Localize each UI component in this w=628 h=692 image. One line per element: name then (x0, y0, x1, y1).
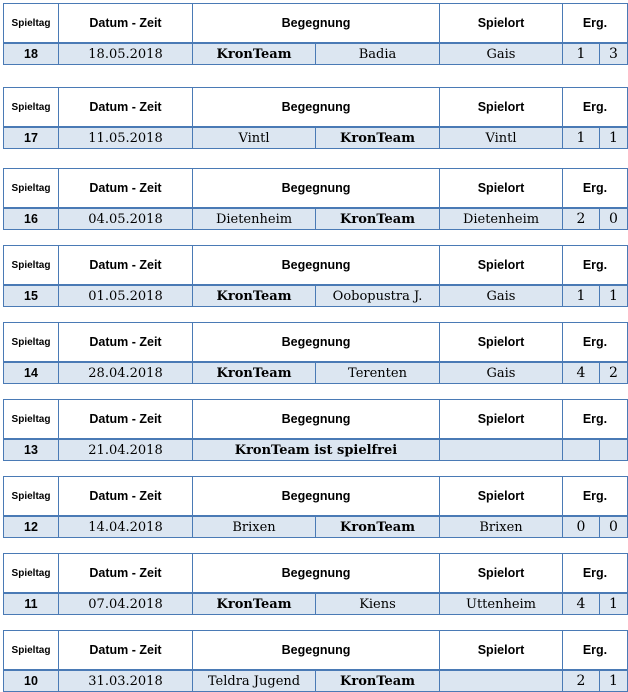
ergebnis-header: Erg. (563, 477, 628, 517)
match-row (4, 670, 628, 692)
home-team: KronTeam (193, 593, 316, 615)
match-date: 18.05.2018 (59, 43, 193, 65)
match-table (3, 168, 628, 230)
tore-away: 0 (600, 208, 628, 230)
header-row (4, 554, 628, 594)
match-date: 11.05.2018 (59, 127, 193, 149)
tore-home: 4 (563, 593, 600, 615)
match-row (4, 285, 628, 307)
spielort: Brixen (440, 516, 563, 538)
header-row (4, 88, 628, 128)
spielort: Uttenheim (440, 593, 563, 615)
away-team: Oobopustra J. (316, 285, 440, 307)
datum-header: Datum - Zeit (59, 631, 193, 671)
match-date: 21.04.2018 (59, 439, 193, 461)
spielort-header: Spielort (440, 169, 563, 209)
spieltag-number: 18 (4, 43, 59, 65)
tore-home: 4 (563, 362, 600, 384)
spieltag-number: 11 (4, 593, 59, 615)
spielort (440, 670, 563, 692)
away-team: KronTeam (316, 670, 440, 692)
away-team: Kiens (316, 593, 440, 615)
match-block (3, 322, 618, 384)
begegnung-header: Begegnung (193, 4, 440, 44)
begegnung-header: Begegnung (193, 169, 440, 209)
match-block (3, 245, 618, 307)
away-team: KronTeam (316, 516, 440, 538)
match-block (3, 3, 618, 65)
spieltag-header: Spieltag (4, 323, 59, 363)
begegnung-header: Begegnung (193, 246, 440, 286)
away-team: KronTeam (316, 208, 440, 230)
home-team: Dietenheim (193, 208, 316, 230)
spieltag-number: 10 (4, 670, 59, 692)
spielort-header: Spielort (440, 554, 563, 594)
datum-header: Datum - Zeit (59, 323, 193, 363)
spieltag-number: 15 (4, 285, 59, 307)
spieltag-header: Spieltag (4, 400, 59, 440)
match-row (4, 362, 628, 384)
datum-header: Datum - Zeit (59, 246, 193, 286)
home-team: KronTeam (193, 43, 316, 65)
away-team: Terenten (316, 362, 440, 384)
match-table (3, 87, 628, 149)
match-row (4, 516, 628, 538)
tore-away: 1 (600, 670, 628, 692)
ergebnis-header: Erg. (563, 631, 628, 671)
ergebnis-header: Erg. (563, 323, 628, 363)
begegnung-header: Begegnung (193, 554, 440, 594)
spielort: Gais (440, 362, 563, 384)
tore-home: 1 (563, 43, 600, 65)
match-table (3, 399, 628, 461)
spieltag-number: 14 (4, 362, 59, 384)
spieltag-header: Spieltag (4, 246, 59, 286)
tore-away: 0 (600, 516, 628, 538)
match-date: 01.05.2018 (59, 285, 193, 307)
match-table (3, 245, 628, 307)
tore-away (600, 439, 628, 461)
header-row (4, 4, 628, 44)
spielfrei-note: KronTeam ist spielfrei (193, 439, 440, 461)
home-team: Teldra Jugend (193, 670, 316, 692)
match-table (3, 322, 628, 384)
header-row (4, 400, 628, 440)
ergebnis-header: Erg. (563, 88, 628, 128)
ergebnis-header: Erg. (563, 246, 628, 286)
match-date: 04.05.2018 (59, 208, 193, 230)
tore-away: 1 (600, 285, 628, 307)
header-row (4, 323, 628, 363)
spielort-header: Spielort (440, 631, 563, 671)
match-row (4, 208, 628, 230)
header-row (4, 246, 628, 286)
match-table (3, 3, 628, 65)
spielort-header: Spielort (440, 477, 563, 517)
away-team: KronTeam (316, 127, 440, 149)
spielort-header: Spielort (440, 246, 563, 286)
spieltag-number: 16 (4, 208, 59, 230)
match-table (3, 476, 628, 538)
header-row (4, 477, 628, 517)
tore-away: 1 (600, 593, 628, 615)
match-block (3, 630, 618, 692)
tore-away: 1 (600, 127, 628, 149)
spieltag-header: Spieltag (4, 477, 59, 517)
spieltag-number: 12 (4, 516, 59, 538)
tore-home: 0 (563, 516, 600, 538)
spielort-header: Spielort (440, 323, 563, 363)
match-block (3, 476, 618, 538)
match-date: 28.04.2018 (59, 362, 193, 384)
match-block (3, 168, 618, 230)
ergebnis-header: Erg. (563, 554, 628, 594)
match-row (4, 43, 628, 65)
spieltag-number: 17 (4, 127, 59, 149)
tore-home: 1 (563, 127, 600, 149)
begegnung-header: Begegnung (193, 88, 440, 128)
spielort: Vintl (440, 127, 563, 149)
ergebnis-header: Erg. (563, 169, 628, 209)
tore-home: 2 (563, 208, 600, 230)
datum-header: Datum - Zeit (59, 4, 193, 44)
spielort: Gais (440, 43, 563, 65)
home-team: Brixen (193, 516, 316, 538)
begegnung-header: Begegnung (193, 400, 440, 440)
match-row (4, 439, 628, 461)
match-table (3, 553, 628, 615)
ergebnis-header: Erg. (563, 4, 628, 44)
match-block (3, 553, 618, 615)
spieltag-header: Spieltag (4, 554, 59, 594)
match-row (4, 593, 628, 615)
tore-home (563, 439, 600, 461)
begegnung-header: Begegnung (193, 477, 440, 517)
ergebnis-header: Erg. (563, 400, 628, 440)
match-date: 07.04.2018 (59, 593, 193, 615)
datum-header: Datum - Zeit (59, 169, 193, 209)
spielort-header: Spielort (440, 4, 563, 44)
tore-away: 3 (600, 43, 628, 65)
spielort: Gais (440, 285, 563, 307)
header-row (4, 631, 628, 671)
datum-header: Datum - Zeit (59, 554, 193, 594)
datum-header: Datum - Zeit (59, 400, 193, 440)
match-date: 31.03.2018 (59, 670, 193, 692)
tore-home: 1 (563, 285, 600, 307)
match-date: 14.04.2018 (59, 516, 193, 538)
datum-header: Datum - Zeit (59, 477, 193, 517)
spieltag-header: Spieltag (4, 631, 59, 671)
home-team: KronTeam (193, 285, 316, 307)
match-row (4, 127, 628, 149)
spieltag-number: 13 (4, 439, 59, 461)
home-team: Vintl (193, 127, 316, 149)
spielort: Dietenheim (440, 208, 563, 230)
match-table (3, 630, 628, 692)
begegnung-header: Begegnung (193, 323, 440, 363)
spielort-header: Spielort (440, 400, 563, 440)
tore-home: 2 (563, 670, 600, 692)
tore-away: 2 (600, 362, 628, 384)
spieltag-header: Spieltag (4, 169, 59, 209)
begegnung-header: Begegnung (193, 631, 440, 671)
datum-header: Datum - Zeit (59, 88, 193, 128)
match-block (3, 87, 618, 149)
spielort-header: Spielort (440, 88, 563, 128)
match-block (3, 399, 608, 461)
spieltag-header: Spieltag (4, 88, 59, 128)
home-team: KronTeam (193, 362, 316, 384)
header-row (4, 169, 628, 209)
away-team: Badia (316, 43, 440, 65)
spielort (440, 439, 563, 461)
spieltag-header: Spieltag (4, 4, 59, 44)
